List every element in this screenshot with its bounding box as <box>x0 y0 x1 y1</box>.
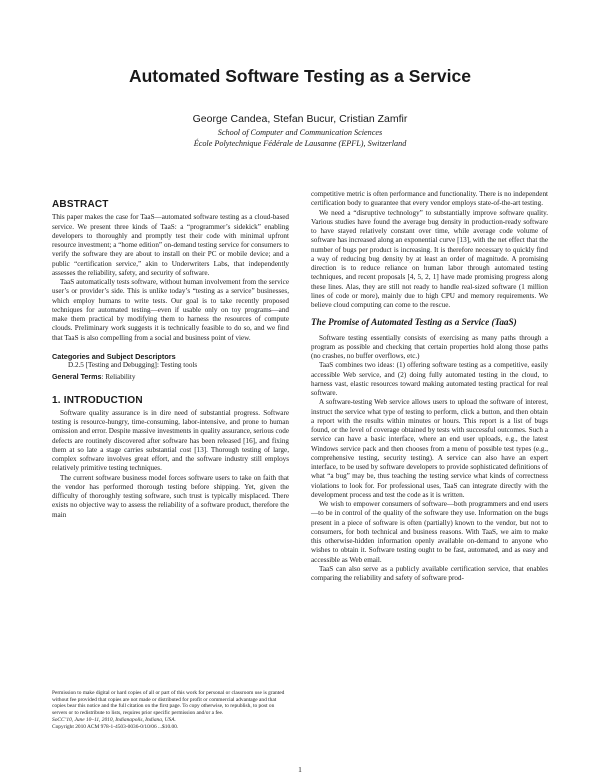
copyright-footnote <box>52 690 289 730</box>
categories-text: D.2.5 [Testing and Debugging]: Testing tools <box>68 361 198 369</box>
abstract-paragraph: TaaS automatically tests software, without human involvement from the service user’s or provider’s side. This is unlike today’s “testing as a service” businesses, which employ humans to write tests. Our goal is to take recently proposed techniques for automated testing—even if usable only on toy programs—and make them practical by modifying them to harness the resources of compute clouds. Preliminary work suggests it is technically feasible to do so, and we find that TaaS is also compelling from a social and business point of view. <box>52 278 289 342</box>
body-paragraph: Software testing essentially consists of exercising as many paths through a program as possible and checking that certain properties hold along those paths (no crashes, no buffer overflows, etc.) <box>311 333 548 360</box>
copyright-line: Copyright 2010 ACM 978-1-4503-0036-0/10/06 ...$10.00. <box>52 723 179 730</box>
abstract-paragraph: This paper makes the case for TaaS—automated software testing as a cloud-based service. We present three kinds of TaaS: a “programmer’s sidekick” enabling developers to thoroughly and promptly test their code with minimal upfront resource investment; a “home edition” on-demand testing service for consumers to verify the software they are about to install on their PC or mobile device; and a public “certification service,” akin to Underwriters Labs, that independently assesses the reliability, safety, and security of software. <box>52 213 289 277</box>
body-paragraph: We wish to empower consumers of software—both programmers and end users—to be in control of the quality of the software they use. Information on the bugs present in a piece of software is often (partially) known to the vendor, but not to consumers, for both technical and business reasons. With TaaS, we aim to make this otherwise-hidden information openly available on-demand to anyone who wishes to obtain it. Software testing ought to be fast, automated, and as easy and accessible as Web email. <box>311 500 548 564</box>
body-paragraph: TaaS combines two ideas: (1) offering software testing as a competitive, easily accessible Web service, and (2) doing fully automated testing in the cloud, to harness vast, elastic resources toward making automated testing practical for real software. <box>311 361 548 397</box>
body-paragraph: TaaS can also serve as a publicly available certification service, that enables comparing the reliability and safety of software prod- <box>311 564 548 582</box>
introduction-heading: 1. INTRODUCTION <box>52 394 143 406</box>
intro-paragraph: Software quality assurance is in dire need of substantial progress. Software testing is resource-hungry, time-consuming, labor-intensive, and prone to human omission and error. Despite massive investments in quality assurance, serious code defects are routinely discovered after software has been released [16], and fixing them at so late a stage carries substantial cost [13]. Thorough testing of large, complex software involves great effort, and the software industry still employs relatively primitive testing techniques. <box>52 408 289 473</box>
affiliation-school: School of Computer and Communication Sciences <box>217 128 383 137</box>
body-paragraph: A software-testing Web service allows users to upload the software of interest, instruct the service what type of testing to perform, click a button, and then obtain a report with the results within minutes or hours. This report is a list of bugs found, or the level of coverage obtained by tests with successful outcomes. Such a service can have a basic interface, where an end user uploads, e.g., the latest Windows service pack and then chooses from a menu of possible test types (e.g., comprehensive testing, security testing). A service can also have an expert interface, to be used by software developers to provide sophisticated definitions of what “a bug” may be, thus teaching the testing service what kinds of correctness violations to look for. For professional uses, TaaS can integrate directly with the development process and test the code as it is written. <box>311 398 548 499</box>
promise-heading: The Promise of Automated Testing as a Service (TaaS) <box>311 317 517 328</box>
general-terms <box>52 373 289 382</box>
abstract-heading: ABSTRACT <box>52 199 109 210</box>
terms-label: General Terms <box>52 373 102 382</box>
body-paragraph: We need a “disruptive technology” to substantially improve software quality. Various studies have found the average bug density in production-ready software to have stayed relatively constant over time, while average code volume of software has increased along an exponential curve [13], with the net effect that the number of bugs per product is increasing. It is therefore necessary to quickly find a way of reducing bug density by at least an order of magnitude. A promising direction is to reduce reliance on human labor through automated testing techniques, and recent proposals [4, 5, 2, 1] have made promising progress along these lines. Alas, they are still not ready to handle real-sized software (1 million lines of code or more), mainly due to high CPU and memory requirements. We believe cloud computing can come to the rescue. <box>311 208 548 309</box>
body-paragraph: competitive metric is often performance and functionality. There is no independent certification body to guarantee that every vendor employs state-of-the-art testing. <box>311 190 548 208</box>
affiliation-institution: École Polytechnique Fédérale de Lausanne (EPFL), Switzerland <box>193 139 407 148</box>
terms-value: : Reliability <box>101 373 136 382</box>
conference-line: SoCC’10, June 10–11, 2010, Indianapolis, Indiana, USA. <box>52 716 176 723</box>
categories-heading: Categories and Subject Descriptors <box>52 351 176 361</box>
intro-paragraph: The current software business model forces software users to take on faith that the vendor has performed thorough testing before shipping. Yet, given the difficulty of thoroughly testing software, such trust is typically misplaced. There exists no objective way to assess the reliability of a software product, therefore the main <box>52 473 289 519</box>
left-column <box>52 200 289 520</box>
permission-notice: Permission to make digital or hard copies of all or part of this work for personal or classroom use is granted without fee provided that copies are not made or distributed for profit or commercial advantage and that copies bear this notice and the full citation on the first page. To copy otherwise, to republish, to post on servers or to redistribute to lists, requires prior specific permission and/or a fee. <box>52 690 285 717</box>
paper-title: Automated Software Testing as a Service <box>128 66 471 86</box>
right-column <box>311 190 548 583</box>
authors: George Candea, Stefan Bucur, Cristian Zamfir <box>192 113 408 125</box>
page-number: 1 <box>298 765 302 774</box>
